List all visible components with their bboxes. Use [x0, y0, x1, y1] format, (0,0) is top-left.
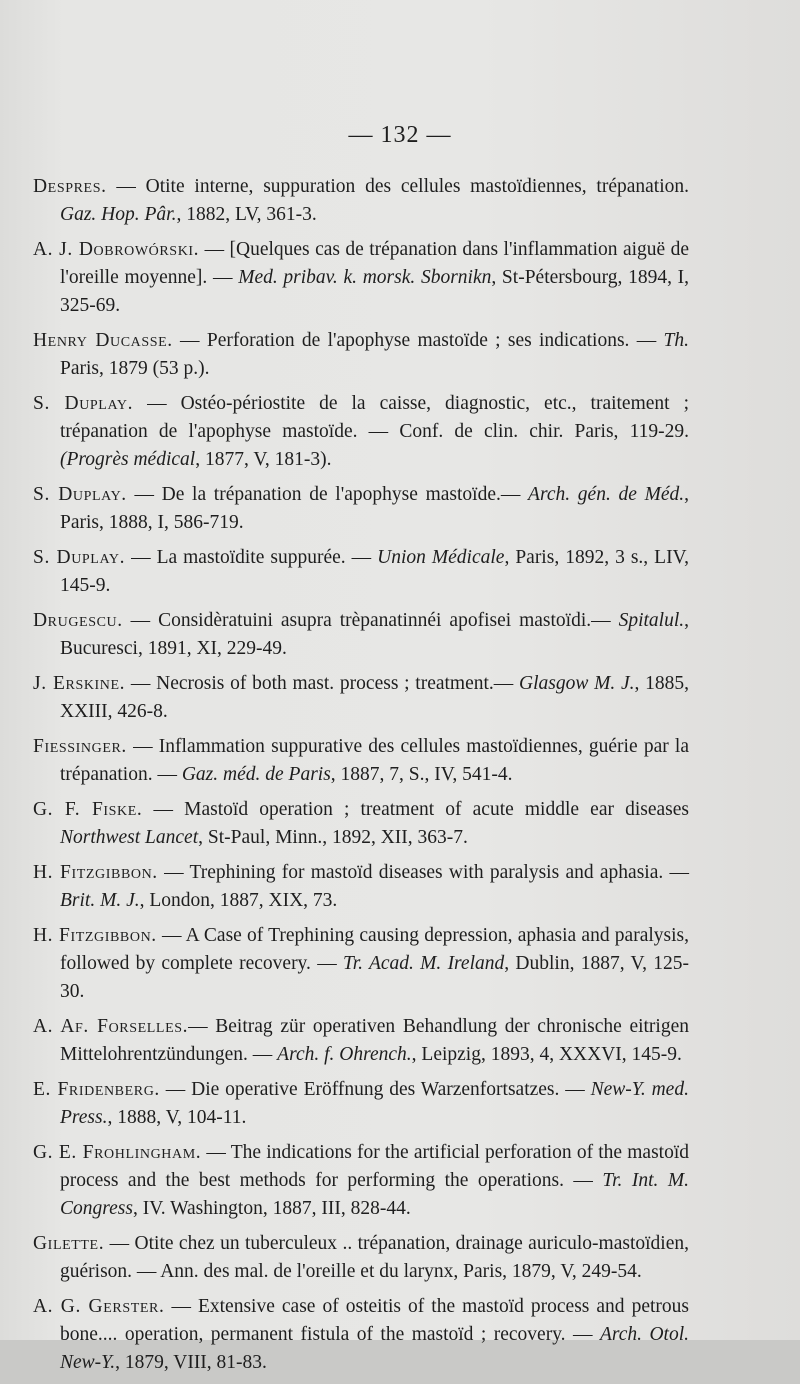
entry-text: — A Case of Trephining causing depression, aphasia and paralysis, followed by complete recovery. —	[60, 925, 689, 974]
entry-text: — Mastoïd operation ; treatment of acute middle ear diseases	[142, 799, 689, 820]
bibliography-entry	[33, 481, 689, 537]
bibliography-entry	[33, 236, 689, 320]
entry-author: S. Duplay.	[33, 547, 126, 568]
bibliography-entry	[33, 607, 689, 663]
entry-author: G. E. Frohlingham.	[33, 1142, 202, 1163]
entry-source: Th.	[663, 330, 689, 351]
entry-details: , Dublin, 1887, V, 125-30.	[60, 953, 689, 1002]
entry-text: — Beitrag zür operativen Behandlung der chronische eitrigen Mittelohrentzündungen. —	[60, 1016, 689, 1065]
entry-details: Paris, 1879 (53 p.).	[60, 358, 210, 379]
entry-details: , St-Paul, Minn., 1892, XII, 363-7.	[198, 827, 468, 848]
entry-text: — Trephining for mastoïd diseases with paralysis and aphasia. —	[157, 862, 690, 883]
entry-details: , 1888, V, 104-11.	[107, 1107, 247, 1128]
entry-text: — Die operative Eröffnung des Warzenfortsatzes. —	[159, 1079, 591, 1100]
entry-author: Drugescu.	[33, 610, 123, 631]
entry-author: G. F. Fiske.	[33, 799, 143, 820]
entry-author: Henry Ducasse.	[33, 330, 173, 351]
entry-author: A. J. Dobrowórski.	[33, 239, 200, 260]
entry-details: , Leipzig, 1893, 4, XXXVI, 145-9.	[411, 1044, 682, 1065]
entry-text: — Perforation de l'apophyse mastoïde ; ses indications. —	[172, 330, 664, 351]
entry-author: Gilette.	[33, 1233, 105, 1254]
bibliography-entry	[33, 1139, 689, 1223]
entry-text: — Inflammation suppurative des cellules mastoïdiennes, guérie par la trépanation. —	[60, 736, 689, 785]
entry-source: Arch. f. Ohrench.	[277, 1044, 412, 1065]
bibliography-list	[33, 173, 689, 1384]
entry-source: Tr. Acad. M. Ireland	[342, 953, 505, 974]
entry-text: — Otite interne, suppuration des cellules mastoïdiennes, trépanation.	[106, 176, 689, 197]
entry-source: Gaz. Hop. Pâr.	[60, 204, 177, 225]
entry-details: , Paris, 1892, 3 s., LIV, 145-9.	[60, 547, 689, 596]
entry-source: Brit. M. J.	[60, 890, 140, 911]
entry-details: , 1877, V, 181-3).	[195, 449, 332, 470]
entry-source: Northwest Lancet	[60, 827, 199, 848]
bibliography-entry	[33, 1293, 689, 1377]
page-number: — 132 —	[348, 122, 452, 148]
bibliography-entry	[33, 670, 689, 726]
entry-source: Med. pribav. k. morsk. Sbornikn	[238, 267, 492, 288]
bibliography-entry	[33, 173, 689, 229]
entry-author: A. Af. Forselles.	[33, 1016, 189, 1037]
entry-text: — Necrosis of both mast. process ; treatment.—	[125, 673, 520, 694]
entry-author: Despres.	[33, 176, 107, 197]
entry-details: , Bucuresci, 1891, XI, 229-49.	[60, 610, 689, 659]
entry-text: — Otite chez un tuberculeux .. trépanation, drainage auriculo-mastoïdien, guérison. — Ann. des mal. de l'oreille et du larynx, Paris, 1879, V, 249-54.	[60, 1233, 689, 1282]
entry-details: , St-Pétersbourg, 1894, I, 325-69.	[60, 267, 690, 316]
bibliography-entry	[33, 1230, 689, 1286]
entry-source: Tr. Int. M. Congress	[60, 1170, 689, 1219]
entry-source: Arch. Otol. New-Y.	[60, 1324, 689, 1373]
entry-details: , 1879, VIII, 81-83.	[115, 1352, 267, 1373]
entry-text: — Considèratuini asupra trèpanatinnéi apofisei mastoïdi.—	[122, 610, 619, 631]
bibliography-entry	[33, 327, 689, 383]
bibliography-entry	[33, 1076, 689, 1132]
entry-author: H. Fitzgibbon.	[33, 862, 158, 883]
entry-text: — La mastoïdite suppurée. —	[125, 547, 378, 568]
bibliography-entry	[33, 390, 689, 474]
entry-details: , 1882, LV, 361-3.	[176, 204, 317, 225]
entry-author: S. Duplay.	[33, 484, 127, 505]
bibliography-entry	[33, 1013, 689, 1069]
entry-source: Gaz. méd. de Paris	[181, 764, 331, 785]
entry-author: E. Fridenberg.	[33, 1079, 160, 1100]
bibliography-entry	[33, 544, 689, 600]
entry-details: , Paris, 1888, I, 586-719.	[60, 484, 689, 533]
entry-source: Arch. gén. de Méd.	[528, 484, 685, 505]
entry-author: S. Duplay.	[33, 393, 134, 414]
entry-author: Fiessinger.	[33, 736, 127, 757]
entry-author: H. Fitzgibbon.	[33, 925, 157, 946]
entry-source: New-Y. med. Press.	[60, 1079, 689, 1128]
entry-author: J. Erskine.	[33, 673, 126, 694]
entry-text: — Extensive case of osteitis of the mastoïd process and petrous bone.... operation, permanent fistula of the mastoïd ; recovery. —	[60, 1296, 689, 1345]
entry-text: — The indications for the artificial perforation of the mastoïd process and the best methods for performing the operations. —	[60, 1142, 689, 1191]
entry-details: , London, 1887, XIX, 73.	[139, 890, 338, 911]
bibliography-entry	[33, 796, 689, 852]
entry-details: , 1887, 7, S., IV, 541-4.	[330, 764, 513, 785]
entry-details: , IV. Washington, 1887, III, 828-44.	[132, 1198, 411, 1219]
entry-source: Spitalul.	[618, 610, 685, 631]
entry-text: — [Quelques cas de trépanation dans l'inflammation aiguë de l'oreille moyenne]. —	[60, 239, 690, 288]
entry-source: Union Médicale	[377, 547, 505, 568]
bibliography-entry	[33, 859, 689, 915]
entry-text: — De la trépanation de l'apophyse mastoïde.—	[126, 484, 529, 505]
bibliography-entry	[33, 922, 689, 1006]
entry-source: (Progrès médical	[60, 449, 196, 470]
entry-source: Glasgow M. J.	[519, 673, 635, 694]
bibliography-entry	[33, 733, 689, 789]
entry-text: — Ostéo-périostite de la caisse, diagnostic, etc., traitement ; trépanation de l'apophyse mastoïde. — Conf. de clin. chir. Paris, 119-29.	[60, 393, 689, 442]
entry-details: , 1885, XXIII, 426-8.	[60, 673, 690, 722]
entry-author: A. G. Gerster.	[33, 1296, 165, 1317]
